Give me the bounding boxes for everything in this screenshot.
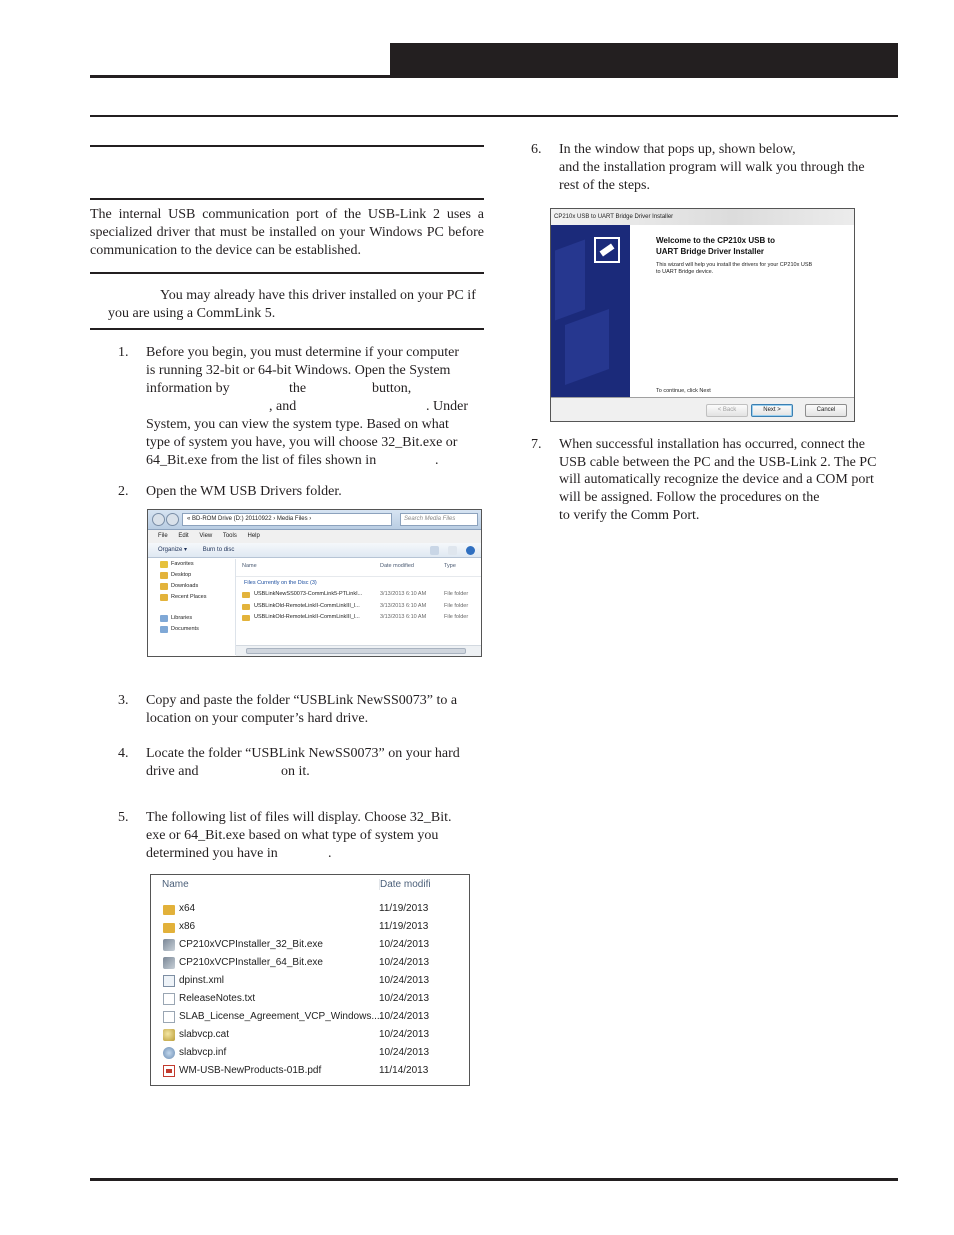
pdf-icon [163, 1065, 175, 1077]
installer-icon [163, 939, 175, 951]
step-number: 1. [118, 345, 129, 360]
table-row[interactable]: USBLinkOld-RemoteLinkII-CommLinkIII_l... 3/13/2013 6:10 AM File folder [236, 612, 481, 624]
nav-item[interactable]: Recent Places [148, 592, 235, 603]
list-item[interactable]: WM-USB-NewProducts-01B.pdf 11/14/2013 [151, 1062, 469, 1080]
view-options-icon[interactable] [430, 546, 439, 555]
step-text: In the window that pops up, shown below, [559, 142, 796, 157]
step-text: on it. [281, 764, 310, 779]
menu-item-file[interactable]: File [158, 533, 168, 539]
step-text: location on your computer’s hard drive. [146, 711, 369, 726]
text-file-icon [163, 1011, 175, 1023]
catalog-file-icon [163, 1029, 175, 1041]
step-number: 3. [118, 693, 129, 708]
section-rule-top [90, 145, 484, 147]
list-item[interactable]: dpinst.xml 10/24/2013 [151, 972, 469, 990]
step-text: , and [269, 399, 297, 414]
horizontal-scrollbar[interactable] [236, 645, 481, 656]
header-underline [90, 115, 898, 117]
section-rule-bottom [90, 198, 484, 200]
header-rule [90, 75, 392, 78]
nav-item[interactable]: Downloads [148, 581, 235, 592]
file-pane [236, 559, 481, 644]
nav-item[interactable]: Favorites [148, 559, 235, 570]
nav-item[interactable]: Documents [148, 624, 235, 635]
installer-banner [551, 225, 630, 397]
note-rule-top [90, 272, 484, 274]
column-date[interactable]: Date modified [380, 563, 414, 569]
text-file-icon [163, 993, 175, 1005]
search-input[interactable]: Search Media Files [400, 513, 478, 526]
step-text: to verify the Comm Port. [559, 508, 700, 523]
step-text: System, you can view the system type. Based on what [146, 417, 449, 432]
step-text: Open the WM USB Drivers folder. [146, 484, 342, 499]
nav-item[interactable]: Desktop [148, 570, 235, 581]
step-text: will automatically recognize the device and a COM port [559, 472, 874, 487]
step-text: When successful installation has occurred, connect the [559, 437, 865, 452]
step-text: drive and [146, 764, 199, 779]
step-text: USB cable between the PC and the USB-Link 2. The PC [559, 455, 877, 470]
step-text: exe or 64_Bit.exe based on what type of system you [146, 828, 439, 843]
step-number: 5. [118, 810, 129, 825]
menu-item-tools[interactable]: Tools [222, 533, 237, 539]
installer-description: This wizard will help you install the drivers for your CP210x USB to UART Bridge device. [656, 262, 813, 275]
step-text: . Under [426, 399, 468, 414]
column-headers [151, 875, 469, 897]
step-number: 6. [531, 142, 542, 157]
table-row[interactable]: USBLinkOld-RemoteLinkII-CommLinkIII_l... 3/13/2013 6:10 AM File folder [236, 601, 481, 613]
step-text: is running 32-bit or 64-bit Windows. Open the System [146, 363, 451, 378]
group-header[interactable]: Files Currently on the Disc (3) [244, 580, 317, 586]
step-text: Copy and paste the folder “USBLink NewSS0073” to a [146, 693, 458, 708]
folder-icon [242, 615, 250, 621]
usb-logo-icon [594, 237, 620, 263]
list-item[interactable]: slabvcp.inf 10/24/2013 [151, 1044, 469, 1062]
column-name[interactable]: Name [242, 563, 257, 569]
step-text: rest of the steps. [559, 178, 650, 193]
help-icon[interactable] [466, 546, 475, 555]
step-text: determined you have in [146, 846, 278, 861]
installer-heading: Welcome to the CP210x USB to UART Bridge Driver Installer [656, 236, 775, 256]
column-type[interactable]: Type [444, 563, 456, 569]
xml-file-icon [163, 975, 175, 987]
back-button[interactable]: < Back [706, 404, 748, 417]
explorer-screenshot [147, 509, 482, 657]
preview-pane-icon[interactable] [448, 546, 457, 555]
menu-item-help[interactable]: Help [247, 533, 260, 539]
folder-icon [242, 604, 250, 610]
installer-continue-hint: To continue, click Next [656, 388, 711, 394]
note-line-1: You may already have this driver installed on your PC if [160, 288, 476, 303]
step-text: information by [146, 381, 230, 396]
menu-item-edit[interactable]: Edit [178, 533, 189, 539]
header-bar [390, 43, 898, 78]
step-text: button, [372, 381, 412, 396]
library-icon [160, 615, 168, 622]
organize-button[interactable]: Organize ▾ [158, 547, 188, 553]
step-text: 64_Bit.exe from the list of files shown in [146, 453, 377, 468]
folder-icon [242, 592, 250, 598]
footer-rule [90, 1178, 898, 1181]
step-text: type of system you have, you will choose 32_Bit.exe or [146, 435, 458, 450]
scroll-thumb[interactable] [246, 648, 466, 654]
installer-screenshot [550, 208, 855, 422]
navigation-pane [148, 559, 236, 655]
button-separator [551, 397, 854, 398]
cancel-button[interactable]: Cancel [805, 404, 847, 417]
intro-paragraph: The internal USB communication port of the USB-Link 2 uses a specialized driver that must be installed on your Windows PC before communication to the device can be established. [90, 207, 484, 258]
list-item[interactable]: ReleaseNotes.txt 10/24/2013 [151, 990, 469, 1008]
star-icon [160, 561, 168, 568]
step-text: Before you begin, you must determine if your computer [146, 345, 459, 360]
list-item[interactable]: x64 11/19/2013 [151, 900, 469, 918]
step-number: 4. [118, 746, 129, 761]
note-rule-bottom [90, 328, 484, 330]
folder-icon [160, 572, 168, 579]
step-text: will be assigned. Follow the procedures on the [559, 490, 820, 505]
installer-icon [163, 957, 175, 969]
list-item[interactable]: CP210xVCPInstaller_32_Bit.exe 10/24/2013 [151, 936, 469, 954]
step-text: . [435, 453, 439, 468]
back-icon[interactable] [152, 513, 165, 526]
note-line-2: you are using a CommLink 5. [108, 306, 276, 321]
setup-info-icon [163, 1047, 175, 1059]
step-text: and the installation program will walk you through the [559, 160, 865, 175]
menu-item-view[interactable]: View [199, 533, 213, 539]
window-title: CP210x USB to UART Bridge Driver Installer [551, 209, 854, 225]
toolbar [148, 543, 481, 558]
address-bar [148, 510, 481, 530]
installer-content [630, 225, 854, 397]
path-field[interactable]: « BD-ROM Drive (D:) 20110922 › Media Files › [182, 513, 392, 526]
column-name[interactable]: Name [162, 879, 189, 890]
forward-icon[interactable] [166, 513, 179, 526]
folder-icon [160, 594, 168, 601]
folder-icon [160, 583, 168, 590]
table-row[interactable]: USBLinkNewSS0073-CommLink5-PTLinkI... 3/13/2013 6:10 AM File folder [236, 589, 481, 601]
column-headers [236, 559, 481, 577]
list-item[interactable]: x86 11/19/2013 [151, 918, 469, 936]
burn-to-disc-button[interactable]: Burn to disc [202, 547, 235, 553]
list-item[interactable]: CP210xVCPInstaller_64_Bit.exe 10/24/2013 [151, 954, 469, 972]
next-button[interactable]: Next > [751, 404, 793, 417]
step-number: 2. [118, 484, 129, 499]
list-item[interactable]: SLAB_License_Agreement_VCP_Windows.... 10/24/2013 [151, 1008, 469, 1026]
nav-item[interactable]: Libraries [148, 613, 235, 624]
column-date[interactable]: Date modifi [380, 879, 431, 890]
library-icon [160, 626, 168, 633]
folder-icon [163, 923, 175, 933]
step-number: 7. [531, 437, 542, 452]
note-box [108, 287, 478, 323]
step-text: the [289, 381, 307, 396]
step-text: The following list of files will display. Choose 32_Bit. [146, 810, 452, 825]
list-item[interactable]: slabvcp.cat 10/24/2013 [151, 1026, 469, 1044]
file-list-screenshot [150, 874, 470, 1086]
nav-spacer [148, 603, 235, 613]
folder-icon [163, 905, 175, 915]
step-text: . [328, 846, 332, 861]
step-text: Locate the folder “USBLink NewSS0073” on your hard [146, 746, 460, 761]
menu-bar [148, 530, 481, 543]
